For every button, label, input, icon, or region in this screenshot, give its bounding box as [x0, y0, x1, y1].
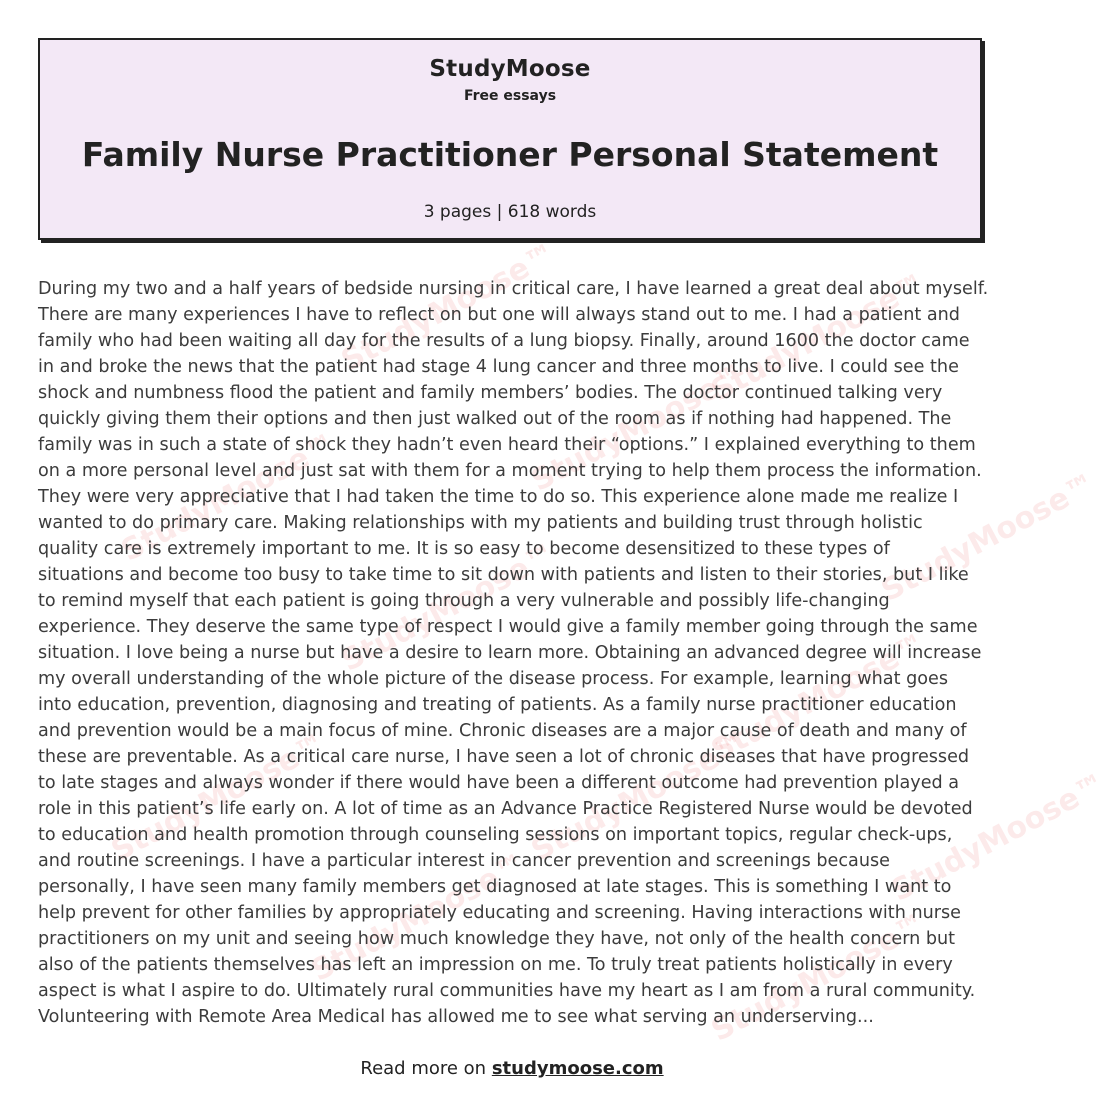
essay-line: wanted to do primary care. Making relationships with my patients and building trust through holistic [38, 513, 923, 533]
essay-line: and routine screenings. I have a particular interest in cancer prevention and screenings because [38, 851, 890, 871]
essay-line: family who had been waiting all day for the results of a lung biopsy. Finally, around 1600 the doctor came [38, 331, 970, 351]
essay-line: During my two and a half years of bedside nursing in critical care, I have learned a great deal about myself. [38, 279, 989, 299]
essay-line: also of the patients themselves has left an impression on me. To truly treat patients holistically in every [38, 955, 953, 975]
essay-line: aspect is what I aspire to do. Ultimately rural communities have my heart as I am from a rural community. [38, 981, 976, 1001]
read-more-footer [0, 1058, 1024, 1079]
essay-line: to education and health promotion through counseling sessions on important topics, regular check-ups, [38, 825, 953, 845]
essay-line: in and broke the news that the patient had stage 4 lung cancer and three months to live. I could see the [38, 357, 959, 377]
watermark-logo: StudyMoose™ [115, 426, 342, 569]
watermark-logo: StudyMoose™ [335, 536, 562, 679]
essay-body [38, 276, 994, 1030]
essay-line: family was in such a state of shock they hadn’t even heard their “options.” I explained everything to them [38, 435, 976, 455]
watermark-logo: StudyMoose™ [705, 906, 932, 1049]
watermark-logo: StudyMoose™ [305, 846, 532, 989]
watermark-logo: StudyMoose™ [335, 236, 562, 379]
essay-meta: 3 pages | 618 words [423, 202, 597, 222]
essay-line: my overall understanding of the whole picture of the disease process. For example, learning what goes [38, 669, 949, 689]
essay-line: to remind myself that each patient is going through a very vulnerable and possibly life-changing [38, 591, 890, 611]
watermark-logo: StudyMoose™ [525, 356, 752, 499]
watermark-logo: StudyMoose™ [105, 726, 332, 869]
brand-logo[interactable]: StudyMoose [429, 56, 591, 82]
essay-line: There are many experiences I have to reflect on but one will always stand out to me. I had a patient and [38, 305, 960, 325]
essay-line: situation. I love being a nurse but have a desire to learn more. Obtaining an advanced degree will increase [38, 643, 982, 663]
essay-line: shock and numbness flood the patient and family members’ bodies. The doctor continued talking very [38, 383, 943, 403]
essay-line: personally, I have seen many family members get diagnosed at late stages. This is something I want to [38, 877, 952, 897]
essay-line: They were very appreciative that I had taken the time to do so. This experience alone made me realize I [38, 487, 959, 507]
watermark-logo: StudyMoose™ [705, 266, 932, 409]
watermark-logo: StudyMoose™ [525, 726, 752, 869]
brand-tagline: Free essays [463, 88, 557, 104]
watermark-logo: StudyMoose™ [705, 626, 932, 769]
read-more-link[interactable]: studymoose.com [491, 1058, 664, 1079]
essay-line: to late stages and always wonder if there would have been a different outcome had prevention played a [38, 773, 960, 793]
essay-line: help prevent for other families by appropriately educating and screening. Having interactions with nurse [38, 903, 961, 923]
read-more-label: Read more on [360, 1058, 487, 1079]
essay-header [38, 38, 982, 240]
essay-line: Volunteering with Remote Area Medical has allowed me to see what serving an underserving... [38, 1007, 874, 1027]
essay-line: quality care is extremely important to me. It is so easy to become desensitized to these types of [38, 539, 890, 559]
essay-title: Family Nurse Practitioner Personal Statement [81, 135, 939, 174]
essay-line: on a more personal level and just sat with them for a moment trying to help them process the information. [38, 461, 982, 481]
essay-line: into education, prevention, diagnosing and treating of patients. As a family nurse practitioner education [38, 695, 957, 715]
essay-line: these are preventable. As a critical care nurse, I have seen a lot of chronic diseases that have progressed [38, 747, 970, 767]
essay-line: situations and become too busy to take time to sit down with patients and listen to their stories, but I like [38, 565, 969, 585]
essay-line: and prevention would be a main focus of mine. Chronic diseases are a major cause of death and many of [38, 721, 967, 741]
essay-line: experience. They deserve the same type of respect I would give a family member going through the same [38, 617, 978, 637]
essay-line: role in this patient’s life early on. A lot of time as an Advance Practice Registered Nurse would be devoted [38, 799, 973, 819]
essay-line: practitioners on my unit and seeing how much knowledge they have, not only of the health concern but [38, 929, 956, 949]
essay-line: quickly giving them their options and then just walked out of the room as if nothing had happened. The [38, 409, 952, 429]
watermark-logo: StudyMoose™ [885, 766, 1112, 909]
watermark-logo: StudyMoose™ [875, 466, 1102, 609]
